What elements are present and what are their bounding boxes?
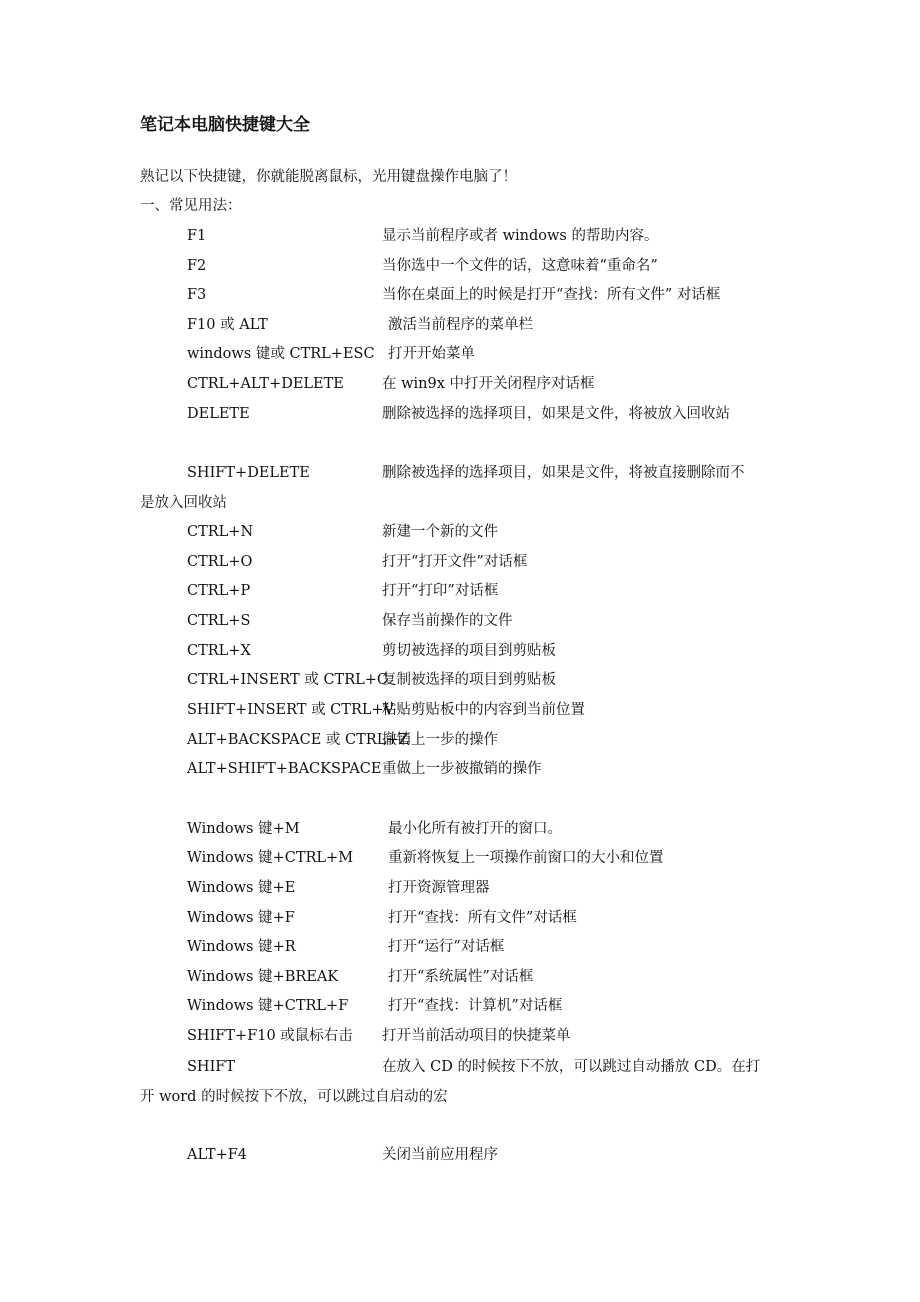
- shortcut-description: 保存当前操作的文件: [382, 613, 513, 629]
- shortcut-key: CTRL+INSERT 或 CTRL+C: [187, 672, 389, 688]
- shortcut-description: 打开“打印”对话框: [382, 583, 499, 599]
- shortcut-description: 打开“打开文件”对话框: [382, 554, 528, 570]
- shortcut-key: SHIFT+DELETE: [187, 465, 310, 481]
- shortcut-description: 删除被选择的选择项目，如果是文件，将被放入回收站: [382, 406, 730, 422]
- shortcut-description: 打开“查找：计算机”对话框: [388, 998, 563, 1014]
- shortcut-key: Windows 键+R: [187, 939, 296, 955]
- shortcut-key: SHIFT: [187, 1059, 236, 1075]
- shortcut-key: SHIFT+INSERT 或 CTRL+V: [187, 702, 395, 718]
- shortcut-description: 重新将恢复上一项操作前窗口的大小和位置: [388, 850, 664, 866]
- shortcut-key: CTRL+N: [187, 524, 254, 540]
- shortcut-description: 重做上一步被撤销的操作: [382, 761, 542, 777]
- shortcut-key: SHIFT+F10 或鼠标右击: [187, 1028, 353, 1044]
- shortcut-key: windows 键或 CTRL+ESC: [187, 346, 375, 362]
- shortcut-key: F2: [187, 258, 207, 274]
- section-heading: 一、常见用法：: [140, 198, 242, 214]
- shortcut-description: 打开当前活动项目的快捷菜单: [382, 1028, 571, 1044]
- shortcut-description-continued: 是放入回收站: [140, 494, 227, 511]
- shortcut-key: CTRL+S: [187, 613, 251, 629]
- shortcut-description: 最小化所有被打开的窗口。: [388, 821, 562, 837]
- shortcut-key: Windows 键+F: [187, 910, 295, 926]
- shortcut-description: 在 win9x 中打开关闭程序对话框: [382, 376, 595, 392]
- shortcut-key: Windows 键+CTRL+F: [187, 998, 349, 1014]
- shortcut-key: Windows 键+BREAK: [187, 969, 339, 985]
- shortcut-description: 打开开始菜单: [388, 346, 475, 362]
- shortcut-description: 复制被选择的项目到剪贴板: [382, 672, 556, 688]
- shortcut-description: 当你选中一个文件的话，这意味着“重命名”: [382, 258, 658, 274]
- shortcut-key: F10 或 ALT: [187, 317, 268, 333]
- shortcut-key: Windows 键+CTRL+M: [187, 850, 354, 866]
- shortcut-key: F1: [187, 228, 207, 244]
- document-title: 笔记本电脑快捷键大全: [140, 115, 310, 135]
- shortcut-key: Windows 键+E: [187, 880, 296, 896]
- shortcut-description: 打开“查找：所有文件”对话框: [388, 910, 577, 926]
- shortcut-key: DELETE: [187, 406, 250, 422]
- shortcut-key: F3: [187, 287, 207, 303]
- shortcut-key: ALT+SHIFT+BACKSPACE: [187, 761, 382, 777]
- shortcut-description: 撤销上一步的操作: [382, 732, 498, 748]
- shortcut-description: 打开“运行”对话框: [388, 939, 505, 955]
- shortcut-key: CTRL+O: [187, 554, 253, 570]
- shortcut-description: 在放入 CD 的时候按下不放，可以跳过自动播放 CD。在打: [382, 1059, 761, 1075]
- shortcut-description: 删除被选择的选择项目，如果是文件，将被直接删除而不: [382, 465, 745, 481]
- shortcut-description: 粘贴剪贴板中的内容到当前位置: [382, 702, 585, 718]
- shortcut-key: ALT+F4: [187, 1147, 248, 1163]
- shortcut-description: 显示当前程序或者 windows 的帮助内容。: [382, 228, 659, 244]
- shortcut-description: 打开资源管理器: [388, 880, 490, 896]
- shortcut-key: Windows 键+M: [187, 821, 300, 837]
- shortcut-description: 打开“系统属性”对话框: [388, 969, 534, 985]
- shortcut-description: 剪切被选择的项目到剪贴板: [382, 643, 556, 659]
- shortcut-description: 当你在桌面上的时候是打开“查找：所有文件” 对话框: [382, 287, 721, 303]
- shortcut-description: 激活当前程序的菜单栏: [388, 317, 533, 333]
- intro-paragraph: 熟记以下快捷键，你就能脱离鼠标，光用键盘操作电脑了！: [140, 169, 517, 185]
- shortcut-description-continued: 开 word 的时候按下不放，可以跳过自启动的宏: [140, 1088, 448, 1105]
- shortcut-description: 新建一个新的文件: [382, 524, 498, 540]
- shortcut-key: ALT+BACKSPACE 或 CTRL+Z: [187, 732, 409, 748]
- shortcut-key: CTRL+P: [187, 583, 251, 599]
- shortcut-key: CTRL+X: [187, 643, 251, 659]
- shortcut-description: 关闭当前应用程序: [382, 1147, 498, 1163]
- shortcut-key: CTRL+ALT+DELETE: [187, 376, 344, 392]
